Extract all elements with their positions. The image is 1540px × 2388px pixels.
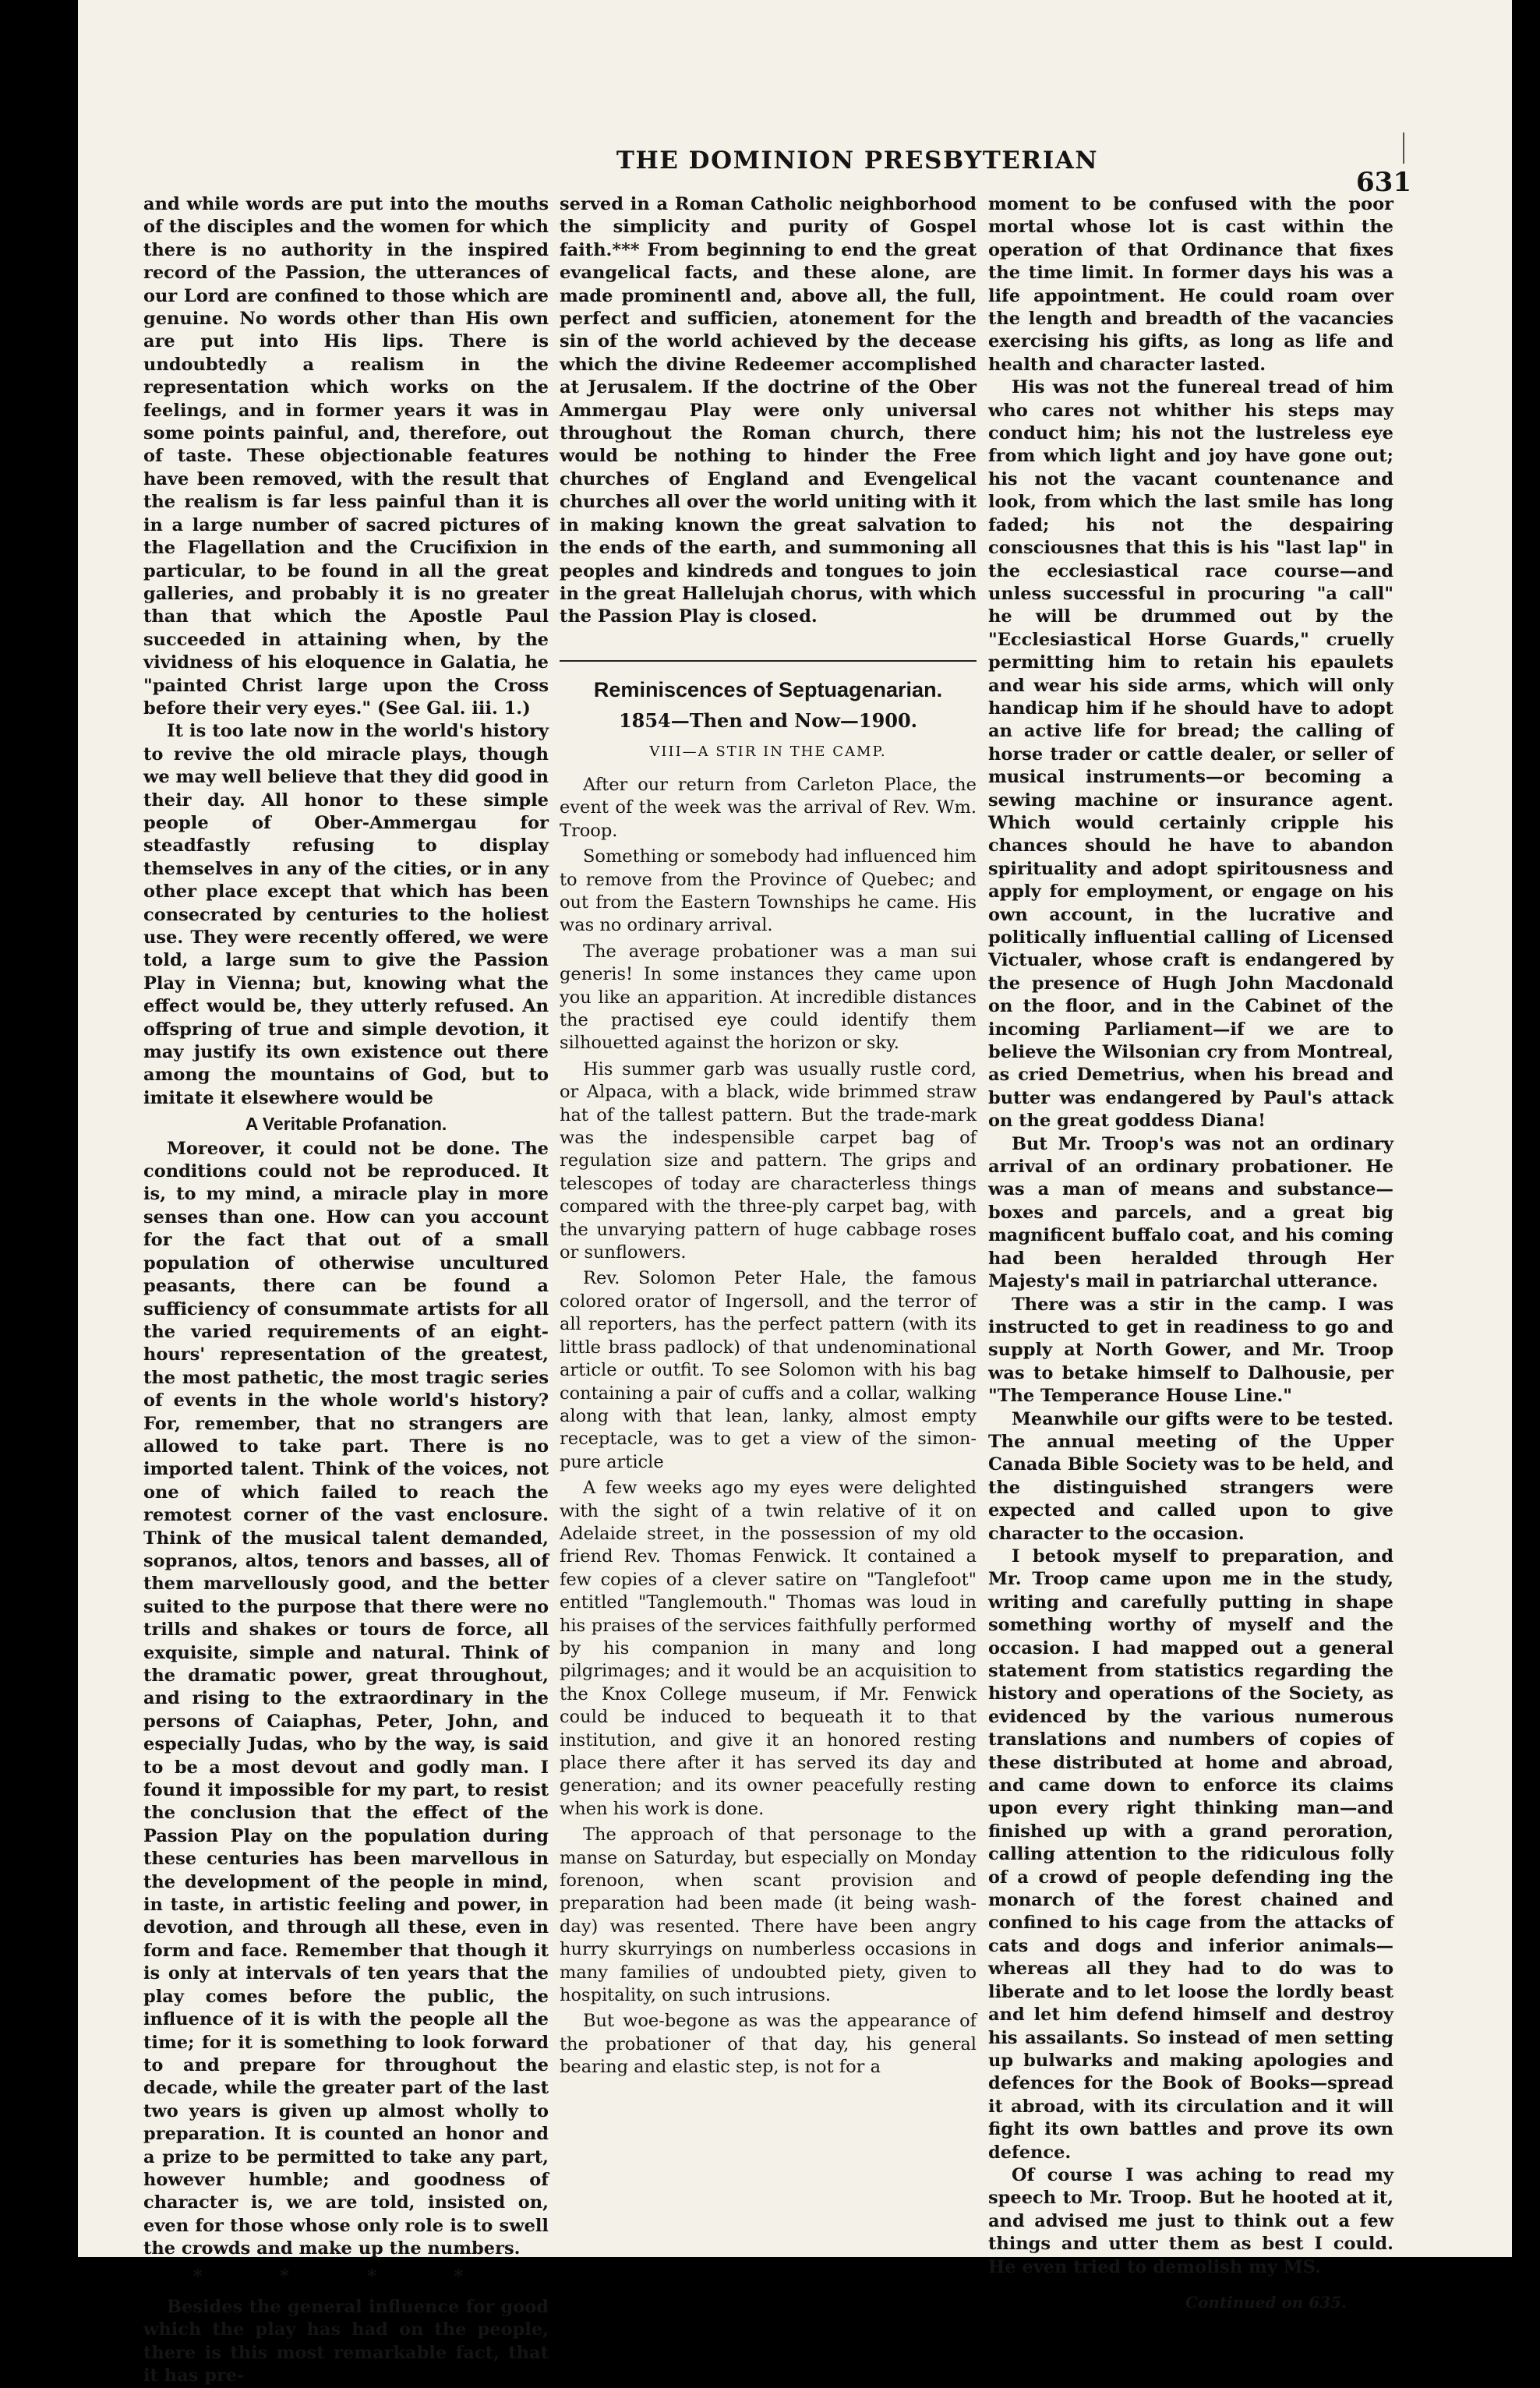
page-number: 631	[1356, 167, 1411, 198]
article-title: Reminiscences of Septuagenarian.	[593, 677, 943, 701]
divider	[560, 660, 977, 662]
continued-note: Continued on 635.	[1185, 2292, 1347, 2312]
paragraph: His was not the funereal tread of him who cares not whither his steps may conduct him; his not the lustreless eye from which light and joy have gone out; his not the vacant countenance and look, from which the last smile has long faded; his not the despairing consciousnes that this is his "last lap" in the ecclesiastical race course—and unless successful in procuring "a call" he will be drummed out by the "Ecclesiastical Horse Guards," cruelly permitting him to retain his epaulets and wear his side arms, which will only handicap him if he should have to adopt an active life for bread; the calling of horse trader or cattle dealer, or seller of musical instruments—or becoming a sewing machine or insurance agent. Which would certainly cripple his chances should he have to abandon spirituality and adopt spiritousness and apply for employment, or engage on his own account, in the lucrative and politically influential calling of Licensed Victualer, whose craft is endangered by the presence of Hugh John Macdonald on the floor, and in the Cabinet of the incoming Parliament—if we are to believe the Wilsonian cry from Montreal, as cried Demetrius, when his bread and butter was endangered by Paul's attack on the great goddess Diana!	[988, 377, 1393, 1132]
newspaper-page	[78, 0, 1512, 2386]
scan-mark	[1403, 132, 1404, 164]
column-left	[143, 193, 549, 2388]
paragraph: It is too late now in the world's history to revive the old miracle plays, though we may well believe that they did good in their day. All honor to these simple people of Ober-Ammergau for steadfastly refusing to display themselves in any of the cities, or in any other place except that which has been consecrated by centuries to the holiest use. They were recently offered, we were told, a large sum to give the Passion Play in Vienna; but, knowing what the effect would be, they utterly refused. An offspring of true and simple devotion, it may justify its own existence out there among the mountains of God, but to imitate it elsewhere would be	[143, 721, 549, 1108]
running-head: THE DOMINION PRESBYTERIAN	[616, 147, 1099, 175]
paragraph: Moreover, it could not be done. The conditions could not be reproduced. It is, to my mind, a miracle play in more senses than one. How can you account for the fact that out of a small population of otherwise uncultured peasants, there can be found a sufficiency of consummate artists for all the varied requirements of an eight-hours' representation of the greatest, the most pathetic, the most tragic series of events in the whole world's history? For, remember, that no strangers are allowed to take part. There is no imported talent. Think of the voices, not one of which failed to reach the remotest corner of the vast enclosure. Think of the musical talent demanded, sopranos, altos, tenors and basses, all of them marvellously good, and the better suited to the purpose that there were no trills and shakes or tours de force, all exquisite, simple and natural. Think of the dramatic power, great throughout, and rising to the extraordinary in the persons of Caiaphas, Peter, John, and especially Judas, who by the way, is said to be a most devout and godly man. I found it impossible for my part, to resist the conclusion that the effect of the Passion Play on the population during these centuries has been marvellous in the development of the people in mind, in taste, in artistic feeling and power, in devotion, and through all these, even in form and face. Remember that though it is only at intervals of ten years that the play comes before the public, the influence of it is with the people all the time; for it is something to look forward to and prepare for throughout the decade, while the greater part of the last two years is given up almost wholly to preparation. It is counted an honor and a prize to be permitted to take any part, however humble; and goodness of character is, we are told, insisted on, even for those whose only role is to swell the crowds and make up the numbers.	[143, 1138, 549, 2259]
paragraph: There was a stir in the camp. I was instructed to get in readiness to go and supply at North Gower, and Mr. Troop was to betake himself to Dalhousie, per "The Temperance House Line."	[988, 1294, 1393, 1407]
section-heading: A Veritable Profanation.	[245, 1114, 447, 1135]
paragraph: But Mr. Troop's was not an ordinary arrival of an ordinary probationer. He was a man of means and substance—boxes and parcels, and a great big magnificent buffalo coat, and his coming had been heralded through Her Majesty's mail in patriarchal utterance.	[988, 1133, 1393, 1292]
paragraph: Rev. Solomon Peter Hale, the famous colored orator of Ingersoll, and the terror of all reporters, has the perfect pattern (with its little brass padlock) of that undenominational article or outfit. To see Solomon with his bag containing a pair of cuffs and a collar, walking along with that lean, lanky, almost empty receptacle, was to get a view of the simon-pure article	[560, 1268, 977, 1472]
article-subtitle: 1854—Then and Now—1900.	[618, 709, 918, 733]
column-middle	[560, 193, 977, 2082]
paragraph: Of course I was aching to read my speech to Mr. Troop. But he hooted at it, and advised me just to think out a few things and utter them as best I could. He even tried to demolish my MS.	[988, 2164, 1393, 2277]
paragraph: I betook myself to preparation, and Mr. Troop came upon me in the study, writing and carefully putting in shape something worthy of myself and the occasion. I had mapped out a general statement from statistics regarding the history and operations of the Society, as evidenced by the various numerous translations and numbers of copies of these distributed at home and abroad, and came down to enforce its claims upon every right thinking man—and finished up with a grand peroration, calling attention to the ridiculous folly of a crowd of people defending ing the monarch of the forest chained and confined to his cage from the attacks of cats and dogs and inferior animals—whereas all they had to do was to liberate and to let loose the lordly beast and let him defend himself and destroy his assailants. So instead of men setting up bulwarks and making apologies and defences for the Book of Books—spread it abroad, with its circulation and it will fight its own battles and prove its own defence.	[988, 1545, 1393, 2163]
paragraph: The approach of that personage to the manse on Saturday, but especially on Monday forenoon, when scant provision and preparation had been made (it being wash-day) was resented. There have been angry hurry skurryings on numberless occasions in many families of undoubted piety, given to hospitality, on such intrusions.	[560, 1825, 977, 2006]
paragraph: Something or somebody had influenced him to remove from the Province of Quebec; and out from the Eastern Townships he came. His was no ordinary arrival.	[560, 846, 977, 936]
column-right	[988, 193, 1393, 2314]
section-break: * * * *	[192, 2266, 500, 2287]
article-section: VIII—A STIR IN THE CAMP.	[649, 743, 887, 760]
paragraph: The average probationer was a man sui generis! In some instances they came upon you like an apparition. At incredible distances the practised eye could identify them silhouetted against the horizon or sky.	[560, 941, 977, 1054]
paragraph: Meanwhile our gifts were to be tested. The annual meeting of the Upper Canada Bible Society was to be held, and the distinguished strangers were expected and called upon to give character to the occasion.	[988, 1408, 1393, 1544]
paragraph: and while words are put into the mouths of the disciples and the women for which there is no authority in the inspired record of the Passion, the utterances of our Lord are confined to those which are genuine. No words other than His own are put into His lips. There is undoubtedly a realism in the representation which works on the feelings, and in former years it was in some points painful, and, therefore, out of taste. These objectionable features have been removed, with the result that the realism is far less painful than it is in a large number of sacred pictures of the Flagellation and the Crucifixion in particular, to be found in all the great galleries, and probably it is no greater than that which the Apostle Paul succeeded in attaining when, by the vividness of his eloquence in Galatia, he "painted Christ large upon the Cross before their very eyes." (See Gal. iii. 1.)	[143, 194, 549, 719]
paragraph: But woe-begone as was the appearance of the probationer of that day, his general bearing and elastic step, is not for a	[560, 2011, 977, 2078]
paragraph: His summer garb was usually rustle cord, or Alpaca, with a black, wide brimmed straw hat of the tallest pattern. But the trade-mark was the indespensible carpet bag of regulation size and pattern. The grips and telescopes of today are characterless things compared with the three-ply carpet bag, with the unvarying pattern of huge cabbage roses or sunflowers.	[560, 1058, 977, 1263]
paragraph: moment to be confused with the poor mortal whose lot is cast within the operation of that Ordinance that fixes the time limit. In former days his was a life appointment. He could roam over the length and breadth of the vacancies exercising his gifts, as long as life and health and character lasted.	[988, 194, 1393, 375]
paragraph: Besides the general influence for good which the play has had on the people, there is this most remarkable fact, that it has pre-	[143, 2296, 549, 2386]
paragraph: A few weeks ago my eyes were delighted with the sight of a twin relative of it on Adelaide street, in the possession of my old friend Rev. Thomas Fenwick. It contained a few copies of a clever satire on "Tanglefoot" entitled "Tanglemouth." Thomas was loud in his praises of the services faithfully performed by his companion in many and long pilgrimages; and it would be an acquisition to the Knox College museum, if Mr. Fenwick could be induced to bequeath it to that institution, and give it an honored resting place there after it has served its day and generation; and its owner peacefully resting when his work is done.	[560, 1478, 977, 1819]
paragraph: After our return from Carleton Place, the event of the week was the arrival of Rev. Wm. Troop.	[560, 774, 977, 841]
paragraph: served in a Roman Catholic neighborhood the simplicity and purity of Gospel faith.*** From beginning to end the great evangelical facts, and these alone, are made prominentl and, above all, the full, perfect and sufficien, atonement for the sin of the world achieved by the decease which the divine Redeemer accomplished at Jerusalem. If the doctrine of the Ober Ammergau Play were only universal throughout the Roman church, there would be nothing to hinder the Free churches of England and Evengelical churches all over the world uniting with it in making known the great salvation to the ends of the earth, and summoning all peoples and kindreds and tongues to join in the great Hallelujah chorus, with which the Passion Play is closed.	[560, 194, 977, 627]
